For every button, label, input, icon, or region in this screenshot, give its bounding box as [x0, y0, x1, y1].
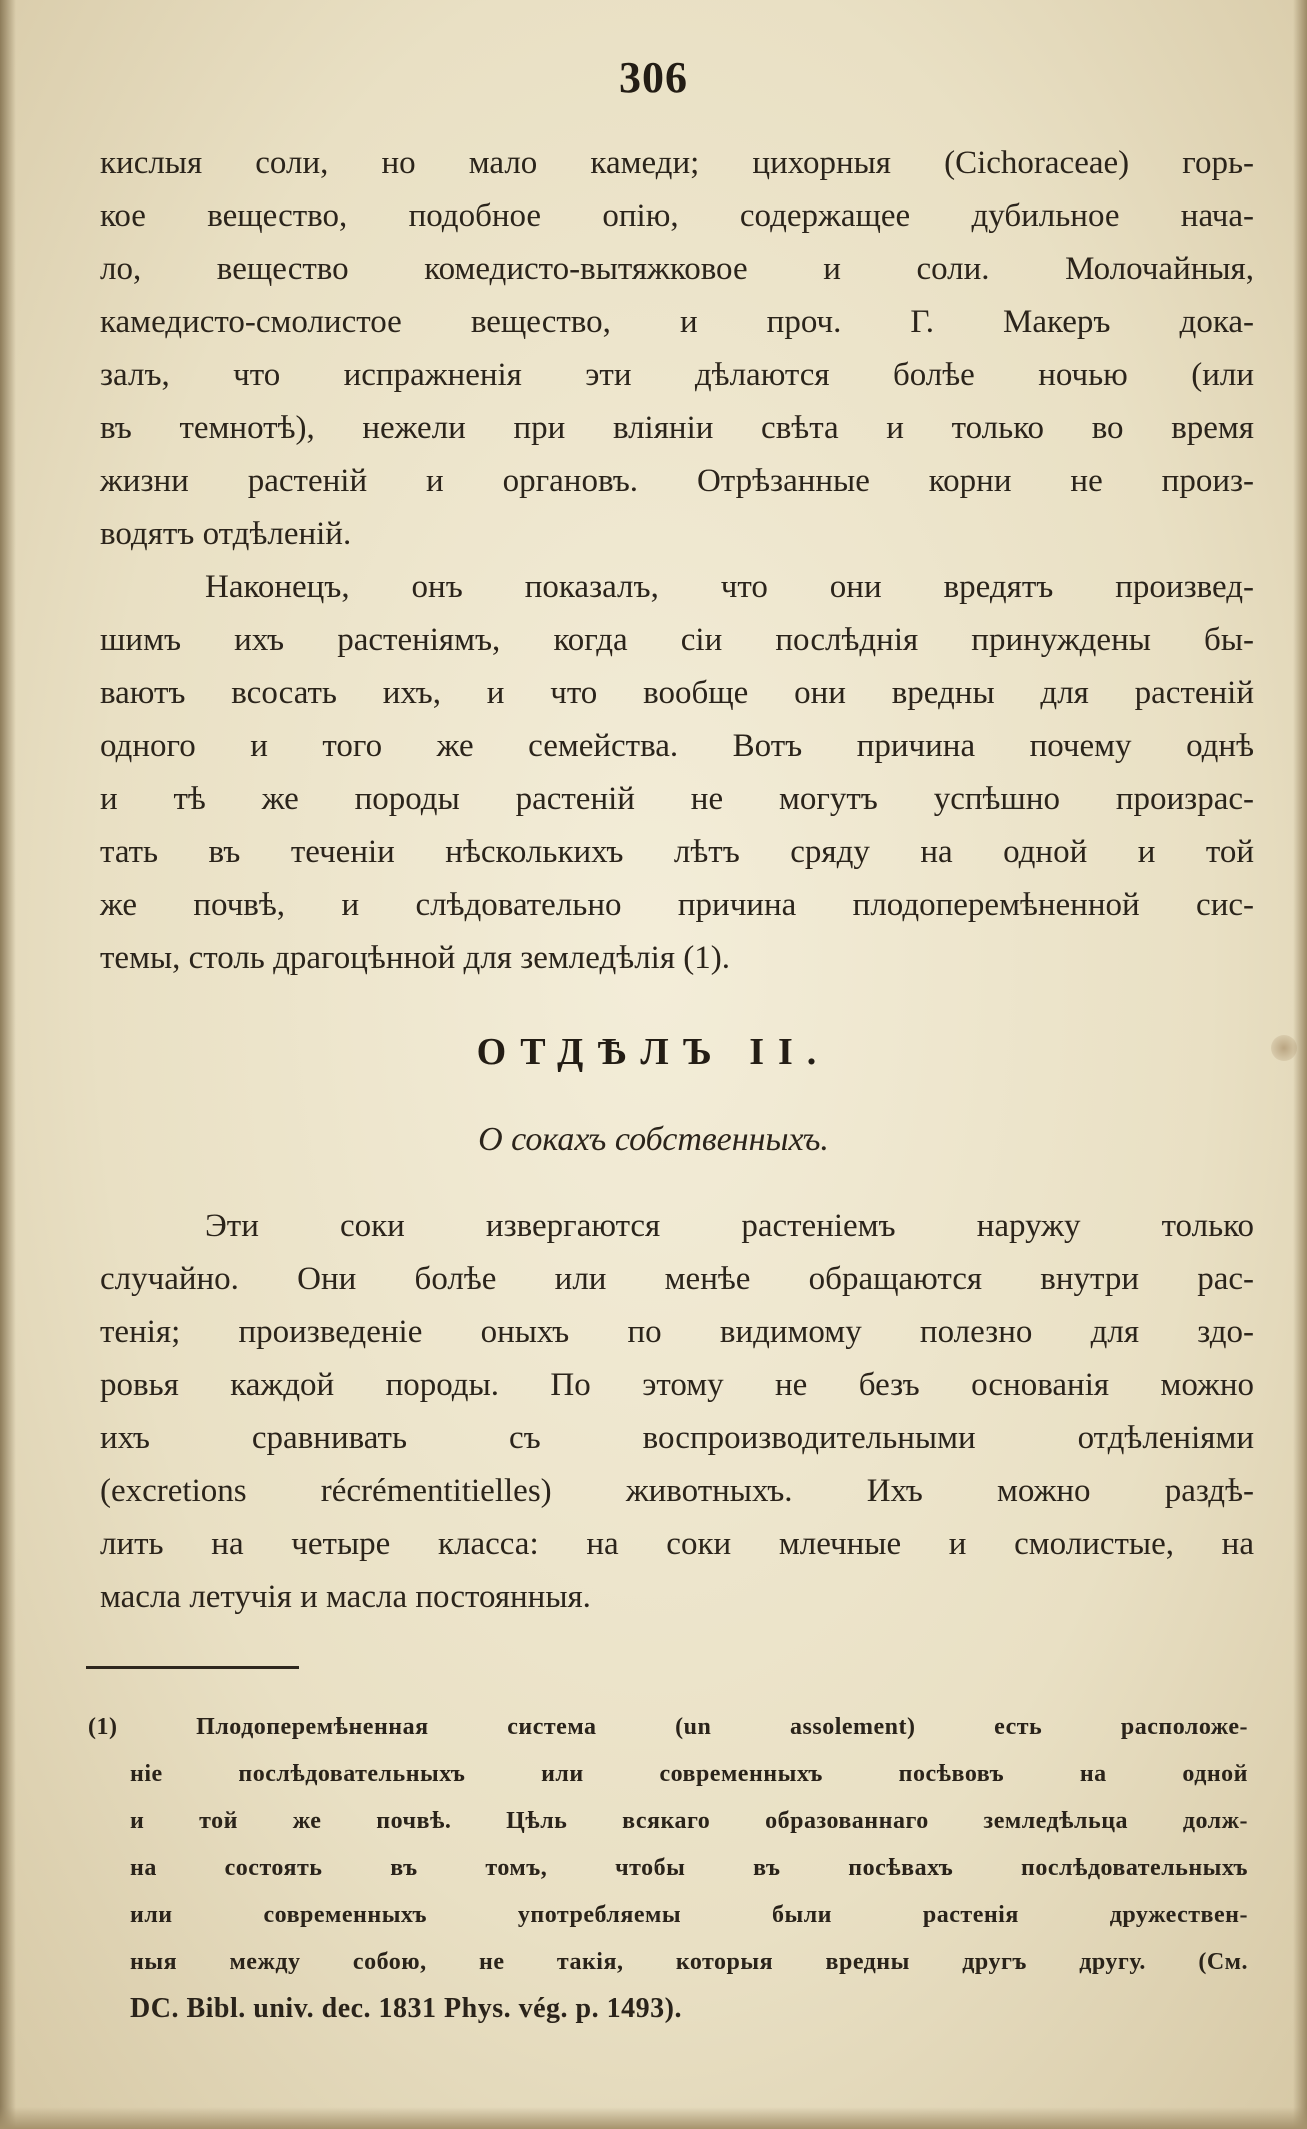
text-line: ло, вещество комедисто-вытяжковое и соли. Молочайныя,: [100, 251, 1254, 287]
footnote-rule: [86, 1666, 299, 1669]
text-line: ровья каждой породы. По этому не безъ основанія можно: [100, 1367, 1254, 1403]
text-line: Наконецъ, онъ показалъ, что они вредятъ произвед-: [205, 569, 1254, 605]
text-line: (excretions récrémentitielles) животныхъ. Ихъ можно раздѣ-: [100, 1473, 1254, 1509]
text-line: кое вещество, подобное опію, содержащее дубильное нача-: [100, 198, 1254, 234]
page-number: 306: [619, 53, 688, 102]
footnote-line: DC. Bibl. univ. dec. 1831 Phys. vég. p. 1493).: [130, 1993, 682, 2024]
text-line: шимъ ихъ растеніямъ, когда сіи послѣднія принуждены бы-: [100, 622, 1254, 658]
text-line: масла летучія и масла постоянныя.: [100, 1579, 591, 1615]
text-line: же почвѣ, и слѣдовательно причина плодоперемѣненной сис-: [100, 887, 1254, 923]
footnote-line: и той же почвѣ. Цѣль всякаго образованнаго земледѣльца долж-: [130, 1808, 1248, 1834]
footnote-line: или современныхъ употребляемы были растенія дружествен-: [130, 1902, 1248, 1928]
text-line: тать въ теченіи нѣсколькихъ лѣтъ сряду на одной и той: [100, 834, 1254, 870]
footnote-line: (1) Плодоперемѣненная система (un assolement) есть расположе-: [88, 1714, 1248, 1740]
text-line: водятъ отдѣленій.: [100, 516, 352, 552]
text-line: кислыя соли, но мало камеди; цихорныя (Cichoraceae) горь-: [100, 145, 1254, 181]
page-edge-bottom: [0, 2107, 1307, 2129]
text-line: въ темнотѣ), нежели при вліяніи свѣта и только во время: [100, 410, 1254, 446]
section-heading: ОТДѢЛЪ II.: [476, 1031, 831, 1073]
text-line: ихъ сравнивать съ воспроизводительными отдѣленіями: [100, 1420, 1254, 1456]
text-line: темы, столь драгоцѣнной для земледѣлія (1).: [100, 940, 730, 976]
text-line: одного и того же семейства. Вотъ причина почему однѣ: [100, 728, 1254, 764]
text-line: случайно. Они болѣе или менѣе обращаются внутри рас-: [100, 1261, 1254, 1297]
footnote-line: ныя между собою, не такія, которыя вредны другъ другу. (См.: [130, 1949, 1248, 1975]
text-line: тенія; произведеніе оныхъ по видимому полезно для здо-: [100, 1314, 1254, 1350]
footnote-line: на состоять въ томъ, чтобы въ посѣвахъ послѣдовательныхъ: [130, 1855, 1248, 1881]
footnote-line: ніе послѣдовательныхъ или современныхъ посѣвовъ на одной: [130, 1761, 1248, 1787]
text-line: камедисто-смолистое вещество, и проч. Г. Макеръ дока-: [100, 304, 1254, 340]
text-line: Эти соки извергаются растеніемъ наружу только: [205, 1208, 1254, 1244]
text-line: ваютъ всосать ихъ, и что вообще они вредны для растеній: [100, 675, 1254, 711]
text-line: лить на четыре класса: на соки млечные и смолистые, на: [100, 1526, 1254, 1562]
text-line: жизни растеній и органовъ. Отрѣзанные корни не произ-: [100, 463, 1254, 499]
text-line: и тѣ же породы растеній не могутъ успѣшно произрас-: [100, 781, 1254, 817]
text-line: залъ, что испражненія эти дѣлаются болѣе ночью (или: [100, 357, 1254, 393]
section-subheading: О сокахъ собственныхъ.: [478, 1121, 829, 1158]
